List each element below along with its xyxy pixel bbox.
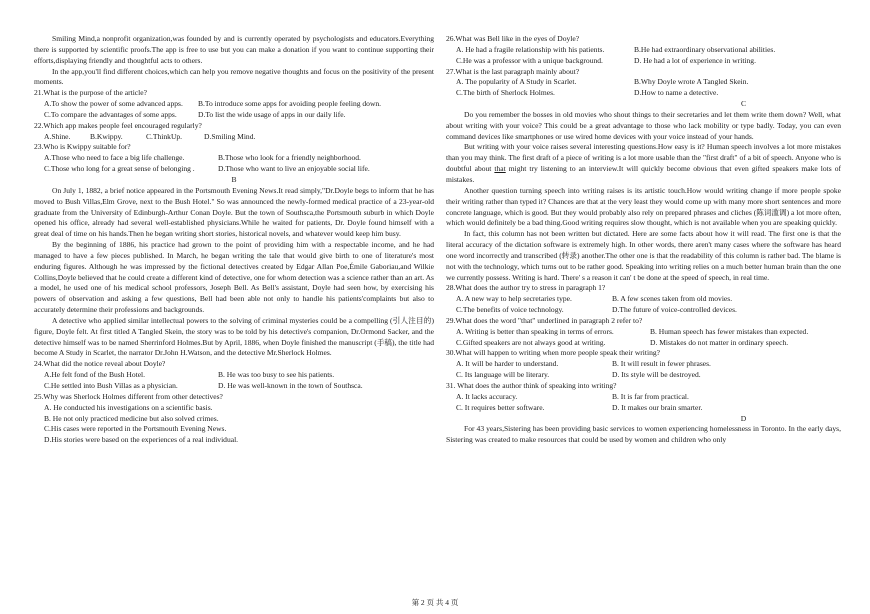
question-26-options bbox=[446, 56, 841, 67]
option-a: A. Writing is better than speaking in terms of errors. bbox=[456, 326, 614, 336]
question-21: 21.What is the purpose of the article? bbox=[34, 88, 147, 98]
page-footer: 第 2 页 共 4 页 bbox=[411, 598, 459, 607]
passage-b-paragraph: On July 1, 1882, a brief notice appeared in the Portsmouth Evening News.It read simply,"Dr.Doyle begs to inform that he has moved to Bush Villas,Elm Grove, next to the Bush Hotel." So was announced the newly-formed medical practice of a 23-year-old graduate from the University of Edinburgh-Arthur Conan Doyle. But the town of Southsca,the Portsmouth suburb in which Doyle opened his office, already had several well-established physicians.While he waited for patients, Dr. Doyle found himself with a great deal of time on his hands.Then he began writing short stories, historical novels, and whatever would keep him busy. bbox=[34, 185, 434, 239]
question-23-options bbox=[34, 153, 434, 164]
option-d: D. He was well-known in the town of Southsca. bbox=[218, 381, 363, 390]
option-b: B. He was too busy to see his patients. bbox=[218, 370, 335, 380]
option-b: B. He not only practiced medicine but also solved crimes. bbox=[44, 413, 219, 423]
option-c: C.The benefits of voice technology. bbox=[456, 305, 564, 315]
passage-c-paragraph: Do you remember the bosses in old movies who shout things to their secretaries and let them write them down? Well, what about writing with your voice? This could be a great advantage to those who lack mobility or type badly. Today, you can even command devices like smartphones or use wired home devices with your voice instead of your hands. bbox=[446, 109, 841, 141]
option-c: C.ThinkUp. bbox=[146, 131, 183, 141]
option-c: C.The birth of Sherlock Holmes. bbox=[456, 88, 555, 98]
question-31-options bbox=[446, 403, 841, 414]
question-29-options bbox=[446, 338, 841, 349]
question-24-options bbox=[34, 381, 434, 392]
question-23-options bbox=[34, 164, 434, 175]
option-d: D. Mistakes do not matter in ordinary speech. bbox=[650, 337, 789, 347]
question-31-options bbox=[446, 392, 841, 403]
question-30: 30.What will happen to writing when more people speak their writing? bbox=[446, 348, 660, 358]
passage-c-paragraph bbox=[446, 142, 841, 185]
option-a: A.Shine. bbox=[44, 131, 71, 141]
question-30-options bbox=[446, 359, 841, 370]
option-a: A. The popularity of A Study in Scarlet. bbox=[456, 77, 577, 87]
option-c: C. It requires better software. bbox=[456, 402, 545, 412]
option-b: B. It will result in fewer phrases. bbox=[612, 359, 711, 369]
option-a: A. He conducted his investigations on a scientific basis. bbox=[44, 402, 213, 412]
option-a: A.He felt fond of the Bush Hotel. bbox=[44, 370, 146, 380]
option-c: C.His cases were reported in the Portsmouth Evening News. bbox=[44, 424, 227, 434]
section-heading-c: C bbox=[740, 99, 747, 109]
question-24-options bbox=[34, 370, 434, 381]
question-26-options bbox=[446, 45, 841, 56]
question-28-options bbox=[446, 294, 841, 305]
option-a: A. It lacks accuracy. bbox=[456, 391, 518, 401]
section-heading-d: D bbox=[740, 413, 747, 423]
option-d: D.Those who want to live an enjoyable social life. bbox=[218, 164, 370, 174]
section-heading-b: B bbox=[231, 174, 237, 184]
option-a: A. He had a fragile relationship with his patients. bbox=[456, 44, 605, 54]
option-d: D.The future of voice-controlled devices. bbox=[612, 305, 737, 315]
left-column bbox=[34, 34, 434, 446]
option-a: A.To show the power of some advanced apps. bbox=[44, 99, 183, 109]
question-21-options bbox=[34, 99, 434, 110]
question-22: 22.Which app makes people feel encouraged regularly? bbox=[34, 120, 202, 130]
right-column bbox=[446, 34, 841, 446]
question-26: 26.What was Bell like in the eyes of Doyle? bbox=[446, 34, 580, 43]
question-24: 24.What did the notice reveal about Doyle? bbox=[34, 359, 166, 369]
question-25: 25.Why was Sherlock Holmes different from other detectives? bbox=[34, 391, 223, 401]
question-22-options bbox=[34, 132, 434, 143]
option-d: D. It makes our brain smarter. bbox=[612, 402, 703, 412]
option-a: A.Those who need to face a big life challenge. bbox=[44, 153, 185, 163]
option-a: A. It will be harder to understand. bbox=[456, 359, 559, 369]
text-segment: might try listening to an interview.It will quickly become obvious that even gifted speakers make lots of mistakes. bbox=[446, 164, 841, 184]
option-c: C.Those who long for a great sense of belonging . bbox=[44, 164, 195, 174]
option-d: D.To list the wide usage of apps in our daily life. bbox=[198, 109, 346, 119]
passage-c-paragraph: In fact, this column has not been written but dictated. Here are some facts about how it will read. The first one is that the literal accuracy of the dictation software is extremely high. In other words, there aren't many cases where the software has heard one word incorrectly and transcribed (转录) another.The other one is that the readability of this column is rather bad. The blame is not with the technology, which turns out to be rather good. Speaking into writing relies on a much better human brain than the one we currently possess. Writing is hard. There' s a reason it can' t be done at the speed of speech, in real time. bbox=[446, 229, 841, 282]
question-21-options bbox=[34, 110, 434, 121]
passage-a-paragraph: Smiling Mind,a nonprofit organization,was founded by and is currently operated by psychologists and educators.Everything there is supported by scientific proofs.The app is free to use but you can make a donation if you want to continue supporting their efforts,displaying friendly and thoughtful acts to others. bbox=[34, 34, 434, 65]
option-c: C. Its language will be literary. bbox=[456, 370, 550, 380]
option-c: C.Gifted speakers are not always good at writing. bbox=[456, 337, 606, 347]
text-segment: But writing with your voice raises several interesting questions.How easy is it? Human speech involves a lot more mistakes than you may think. The first draft of a piece of writing is a lot more usable than the "first draft" of a bit of speech. Anyone who is doubtful about bbox=[446, 142, 841, 174]
question-30-options bbox=[446, 370, 841, 381]
question-23: 23.Who is Kwippy suitable for? bbox=[34, 142, 131, 152]
question-31: 31. What does the author think of speaking into writing? bbox=[446, 381, 617, 390]
passage-b-paragraph: A detective who applied similar intellectual powers to the solving of criminal mysteries could be a compelling (引人注目的) figure, Doyle felt. At first titled A Tangled Skein, the story was to be told by his detective's companion, Dr.Ormond Sacker, and the detective himself was to be named Sherrinford Holmes.But by April, 1886, when Doyle finished the manuscript (手稿), the title had become A Study in Scarlet, the narrator Dr.John H.Watson, and the detective Mr.Sherlock Holmes. bbox=[34, 315, 434, 358]
option-c: C.To compare the advantages of some apps. bbox=[44, 109, 177, 119]
option-c: C.He was a professor with a unique background. bbox=[456, 55, 603, 65]
passage-d-paragraph: For 43 years,Sistering has been providing basic services to women experiencing homelessness in Toronto. In the early days, Sistering was created to make resources that could be used by women and children who only bbox=[446, 424, 841, 445]
option-b: B.Those who look for a friendly neighborhood. bbox=[218, 153, 361, 163]
option-b: B.He had extraordinary observational abilities. bbox=[634, 44, 776, 54]
option-b: B. A few scenes taken from old movies. bbox=[612, 294, 733, 304]
passage-b-paragraph: By the beginning of 1886, his practice had grown to the point of providing him with a respectable income, and he had managed to have a few pieces published. In March, he began writing the tale that would give birth to one of literature's most enduring figures. Although he was impressed by the fictional detectives created by Edgar Allan Poe,Émile Gaboriau,and Wilkie Collins,Doyle believed that he could create a different kind of detective, one for whom detection was a science rather than an art. As a model, he used one of his medical school professors, Joseph Bell. As Bell's assistant, Doyle had seen how, by exercising his powers of observation and asking a few questions, Bell had been able not only to handle his patients'complaints but also to accurately determine their professions and backgrounds. bbox=[34, 240, 434, 315]
question-29: 29.What does the word "that" underlined in paragraph 2 refer to? bbox=[446, 315, 643, 325]
option-b: B. Human speech has fewer mistakes than expected. bbox=[650, 326, 809, 336]
question-28-options bbox=[446, 305, 841, 316]
question-27-options bbox=[446, 88, 841, 99]
option-b: B.Kwippy. bbox=[90, 131, 123, 141]
option-d: D.How to name a detective. bbox=[634, 88, 719, 98]
question-28: 28.What does the author try to stress in paragraph 1? bbox=[446, 283, 606, 293]
option-d: D.Smiling Mind. bbox=[204, 131, 256, 141]
option-d: D. Its style will be destroyed. bbox=[612, 370, 701, 380]
passage-c-paragraph: Another question turning speech into writing raises is its artistic touch.How would writing change if more people spoke their writing rather than typed it? Chances are that at the very least they would come up with many more short sentences and more concrete language, which is good. But they would probably also rely on prepared phrases and cliches (陈词滥调) a lot more often, which would definitely be a bad thing.Good writing requires slow thought, which is not available when you are speaking quickly. bbox=[446, 185, 841, 228]
option-b: B. It is far from practical. bbox=[612, 391, 689, 401]
option-b: B.Why Doyle wrote A Tangled Skein. bbox=[634, 77, 749, 87]
option-a: A. A new way to help secretaries type. bbox=[456, 294, 572, 304]
question-29-options bbox=[446, 327, 841, 338]
option-b: B.To introduce some apps for avoiding people feeling down. bbox=[198, 99, 382, 109]
option-d: D.His stories were based on the experiences of a real individual. bbox=[44, 435, 239, 445]
question-27-options bbox=[446, 77, 841, 88]
option-c: C.He settled into Bush Villas as a physician. bbox=[44, 381, 178, 390]
passage-a-paragraph: In the app,you'll find different choices,which can help you remove negative thoughts and focus on the positivity of the present moments. bbox=[34, 66, 434, 87]
underlined-word: that bbox=[494, 164, 506, 174]
option-d: D. He had a lot of experience in writing. bbox=[634, 55, 756, 65]
question-27: 27.What is the last paragraph mainly about? bbox=[446, 66, 580, 76]
